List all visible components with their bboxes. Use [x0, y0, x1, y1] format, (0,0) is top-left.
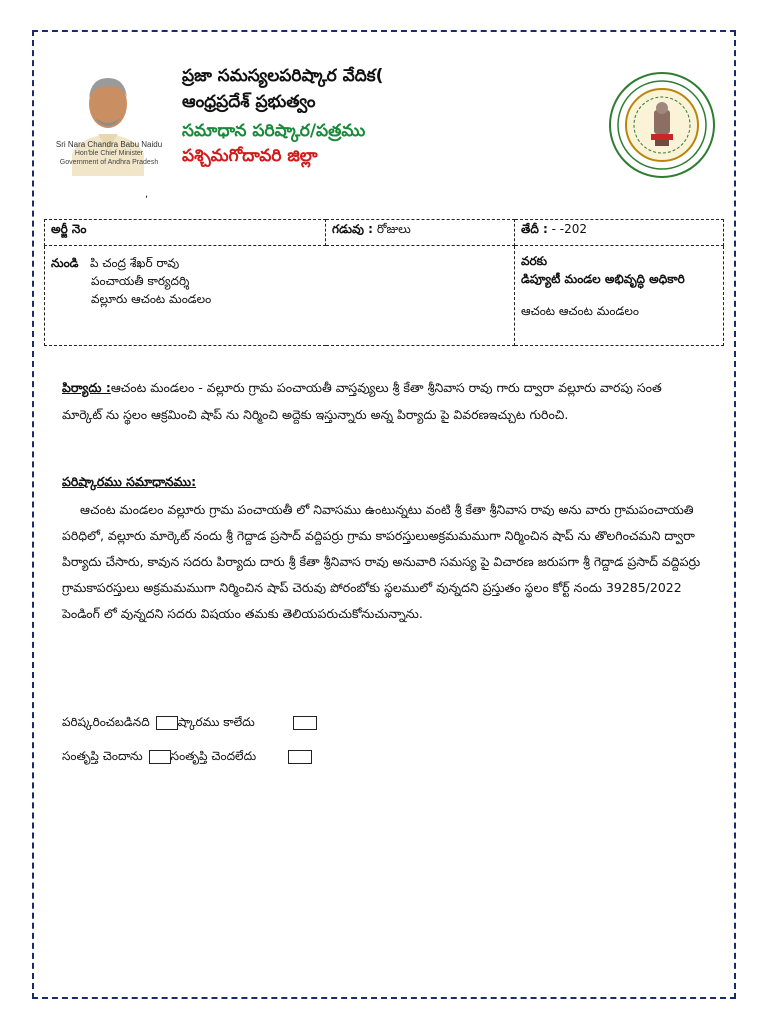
resolution-title: పరిష్కారము సమాధానము: — [62, 474, 197, 489]
deadline-value: రోజులు — [376, 222, 411, 236]
to-designation: డిప్యూటీ మండల అభివృద్ధి అధికారి — [521, 272, 685, 286]
ap-government-emblem — [607, 70, 717, 180]
date-label: తేదీ : — [521, 222, 548, 236]
complaint-text: ఆచంట మండలం - వల్లూరు గ్రామ పంచాయతీ వాస్తవ్యులు శ్రీ కేతా శ్రీనివాస రావు గారు ద్వారా వల్లూరు వారపు సంత మార్కెట్ ను స్థలం ఆక్రమించి షాప్ ను నిర్మించి అద్దెకు ఇస్తున్నారు అన్న పిర్యాదు పై వివరణఇచ్చుట గురించి. — [62, 380, 662, 422]
from-name: పి చంద్ర శేఖర్ రావు — [90, 256, 180, 270]
date-cell — [515, 220, 724, 246]
arji-number-label: అర్జీ నెం — [51, 222, 87, 236]
header-title: ప్రజా సమస్యలపరిష్కార వేదిక( — [182, 66, 384, 86]
deadline-cell — [326, 220, 515, 246]
stray-mark: , — [145, 189, 149, 200]
resolved-label: పరిష్కరించబడినది — [62, 714, 150, 729]
meta-table — [44, 219, 724, 346]
from-cell — [45, 246, 515, 346]
caption-gov: Government of Andhra Pradesh — [59, 159, 159, 166]
arji-number-cell — [45, 220, 326, 246]
complaint-section — [62, 374, 702, 428]
caption-title: Hon'ble Chief Minister — [74, 150, 144, 157]
resolved-checkbox[interactable] — [156, 716, 178, 730]
caption-name: Sri Nara Chandra Babu Naidu — [55, 140, 163, 149]
from-label: నుండి — [51, 256, 79, 270]
photo-caption — [55, 140, 163, 167]
header-district: పశ్చిమగోదావరి జిల్లా — [182, 146, 318, 166]
status-checkboxes — [62, 712, 317, 780]
date-value: - -202 — [551, 222, 588, 236]
satisfaction-status-row — [62, 746, 317, 768]
header-document-type: సమాధాన పరిష్కార/పత్రము — [182, 121, 366, 141]
header-government: ఆంధ్రప్రదేశ్ ప్రభుత్వం — [182, 92, 316, 112]
to-label: వరకు — [521, 254, 548, 268]
to-place: ఆచంట ఆచంట మండలం — [521, 304, 639, 318]
to-cell — [515, 246, 724, 346]
not-resolved-label: ష్కారము కాలేదు — [177, 714, 255, 729]
resolution-status-row — [62, 712, 317, 734]
not-resolved-checkbox[interactable] — [293, 716, 317, 730]
resolution-text: ఆచంట మండలం వల్లూరు గ్రామ పంచాయతీ లో నివాసము ఉంటున్నటు వంటి శ్రీ కేతా శ్రీనివాస రావు అను వారు గ్రామపంచాయతి పరిధిలో, వల్లూరు మార్కెట్ నందు శ్రీ గెద్దాడ ప్రసాద్ వద్దిపర్రు గ్రామ కాపరస్తులుఅక్రమమముగా నిర్మించిన షాప్ ను తొలగించమని ద్వారా పిర్యాదు చేసారు, కావున సదరు పిర్యాదు దారు శ్రీ కేతా శ్రీనివాస రావు అనువారి సమస్య పై విచారణ జరుపగా శ్రీ గెద్దాడ ప్రసాద్ వద్దిపర్రు గ్రామకాపరస్తులు అక్రమమముగా నిర్మించిన షాప్ చెరువు పోరంబోకు స్థలములో వున్నదని ప్రస్తుతం స్థలం కోర్ట్ నందు 39285/2022 పెండింగ్ లో వున్నదని సదరు విషయం తమకు తెలియపరుచుకోనుచున్నాను. — [62, 502, 701, 621]
complaint-label: పిర్యాదు : — [62, 380, 111, 395]
satisfied-checkbox[interactable] — [149, 750, 171, 764]
from-designation: పంచాయతీ కార్యదర్శి — [91, 274, 190, 288]
satisfied-label: సంతృప్తి చెందాను — [62, 748, 143, 763]
deadline-label: గడువు : — [332, 222, 373, 236]
from-place: వల్లూరు ఆచంట మండలం — [91, 292, 212, 306]
not-satisfied-checkbox[interactable] — [288, 750, 312, 764]
not-satisfied-label: సంతృప్తి చెందలేదు — [170, 748, 257, 763]
